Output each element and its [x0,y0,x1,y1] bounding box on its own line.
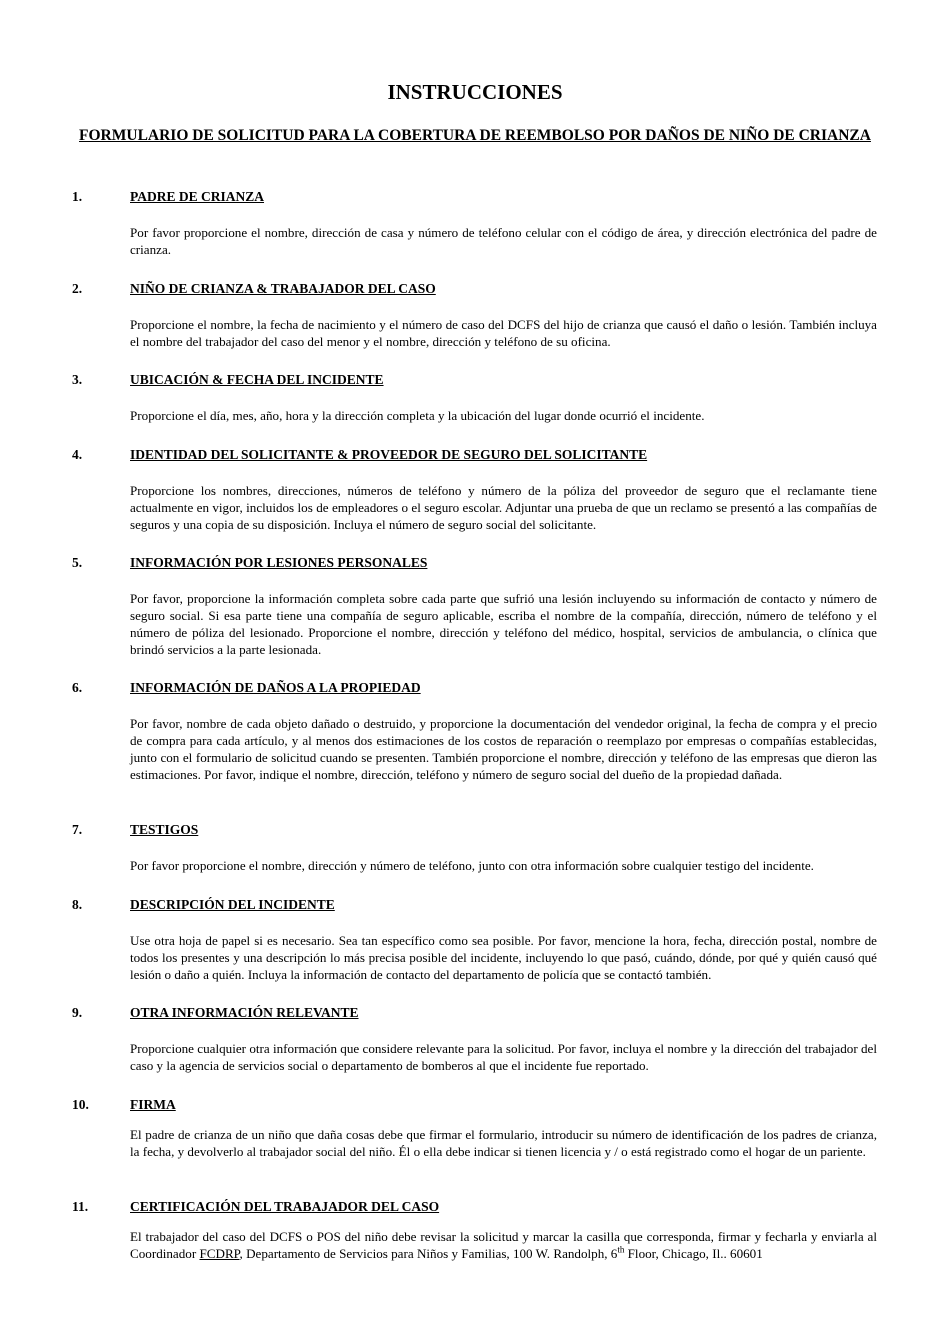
section-body: Proporcione el nombre, la fecha de nacimiento y el número de caso del DCFS del hijo de crianza que causó el daño o lesión. También incluya el nombre del trabajador del caso del menor y el nombre, dirección y teléfono de su oficina. [130,317,877,349]
section-body: Proporcione el día, mes, año, hora y la dirección completa y la ubicación del lugar donde ocurrió el incidente. [130,408,705,423]
body-text: El trabajador del caso del DCFS o POS del niño debe revisar la solicitud y marcar la casilla que corresponda, firmar y fecharla y enviarla al Coordinador [130,1229,877,1261]
body-text: Floor, Chicago, Il.. 60601 [624,1246,763,1261]
page-title: INSTRUCCIONES [387,80,563,104]
section-heading: DESCRIPCIÓN DEL INCIDENTE [130,897,335,912]
section-body: Use otra hoja de papel si es necesario. Sea tan específico como sea posible. Por favor, mencione la hora, fecha, dirección postal, nombre de todos los presentes y una descripción lo más precisa posible del incidente, incluyendo lo que pasó, cuándo, dónde, por qué y quién causó qué lesión o daño a quién. Incluya la información de contacto del departamento de policía que se contactó también. [130,933,877,982]
section-number: 2. [72,281,83,296]
section-body: Proporcione los nombres, direcciones, números de teléfono y número de la póliza del proveedor de seguro que el reclamante tiene actualmente en vigor, incluidos los de empleadores o el seguro escolar. Adjuntar una prueba de que un reclamo se presentó a las compañías de seguros y una copia de su disposición. Incluya el número de seguro social del solicitante. [130,483,877,532]
form-subtitle: FORMULARIO DE SOLICITUD PARA LA COBERTURA DE REEMBOLSO POR DAÑOS DE NIÑO DE CRIANZA [79,127,871,144]
fcdrp-coordinator-text: FCDRP [199,1246,240,1261]
section-body: Por favor proporcione el nombre, dirección y número de teléfono, junto con otra información sobre cualquier testigo del incidente. [130,858,814,873]
body-text: , Departamento de Servicios para Niños y Familias, 100 W. Randolph, 6 [239,1246,618,1261]
ordinal-suffix: th [617,1244,625,1255]
section-body: Por favor, proporcione la información completa sobre cada parte que sufrió una lesión incluyendo su información de contacto y número de seguro social. Si esa parte tiene una compañía de seguro aplicable, escriba el nombre de la compañía, dirección, número de teléfono y el número de póliza del lesionado. Proporcione el nombre, dirección y teléfono del médico, hospital, servicios de ambulancia, o clínica que brindó servicios a la parte lesionada. [130,591,877,657]
section-heading: FIRMA [130,1097,176,1112]
section-number: 3. [72,372,83,387]
section-number: 10. [72,1097,89,1112]
section-number: 7. [72,822,83,837]
section-heading: IDENTIDAD DEL SOLICITANTE & PROVEEDOR DE SEGURO DEL SOLICITANTE [130,447,648,462]
section-number: 9. [72,1005,83,1020]
section-heading: PADRE DE CRIANZA [130,189,265,204]
section-body: Por favor, nombre de cada objeto dañado o destruido, y proporcione la documentación del vendedor original, la fecha de compra y el precio de compra para cada artículo, y al menos dos estimaciones de los costos de reparación o reemplazo por empresas o compañías establecidas, junto con el formulario de solicitud cuando se presenten. También proporcione el nombre, dirección y teléfono de las empresas que dieron las estimaciones. Por favor, indique el nombre, dirección, teléfono y número de seguro social del dueño de la propiedad dañada. [130,716,877,782]
section-body: Por favor proporcione el nombre, dirección de casa y número de teléfono celular con el código de área, y dirección electrónica del padre de crianza. [130,225,877,257]
section-number: 4. [72,447,83,462]
section-number: 8. [72,897,83,912]
section-number: 6. [72,680,83,695]
section-body: Proporcione cualquier otra información que considere relevante para la solicitud. Por favor, incluya el nombre y la dirección del trabajador del caso y la agencia de servicios social o departamento de bomberos al que el incidente fue reportado. [130,1041,877,1073]
section-heading: OTRA INFORMACIÓN RELEVANTE [130,1005,359,1020]
section-heading: CERTIFICACIÓN DEL TRABAJADOR DEL CASO [130,1199,440,1214]
section-heading: UBICACIÓN & FECHA DEL INCIDENTE [130,372,384,387]
section-body [130,1228,877,1262]
section-number: 1. [72,189,83,204]
section-heading: TESTIGOS [130,822,199,837]
section-body: El padre de crianza de un niño que daña cosas debe que firmar el formulario, introducir su número de identificación de los padres de crianza, la fecha, y devolverlo al trabajador social del niño. Él o ella debe indicar si tienen licencia y / o está registrado como el hogar de un pariente. [130,1127,877,1159]
section-heading: INFORMACIÓN POR LESIONES PERSONALES [130,555,428,570]
section-heading: INFORMACIÓN DE DAÑOS A LA PROPIEDAD [130,680,421,695]
section-number: 5. [72,555,83,570]
section-number: 11. [72,1199,89,1214]
section-heading: NIÑO DE CRIANZA & TRABAJADOR DEL CASO [130,281,436,296]
